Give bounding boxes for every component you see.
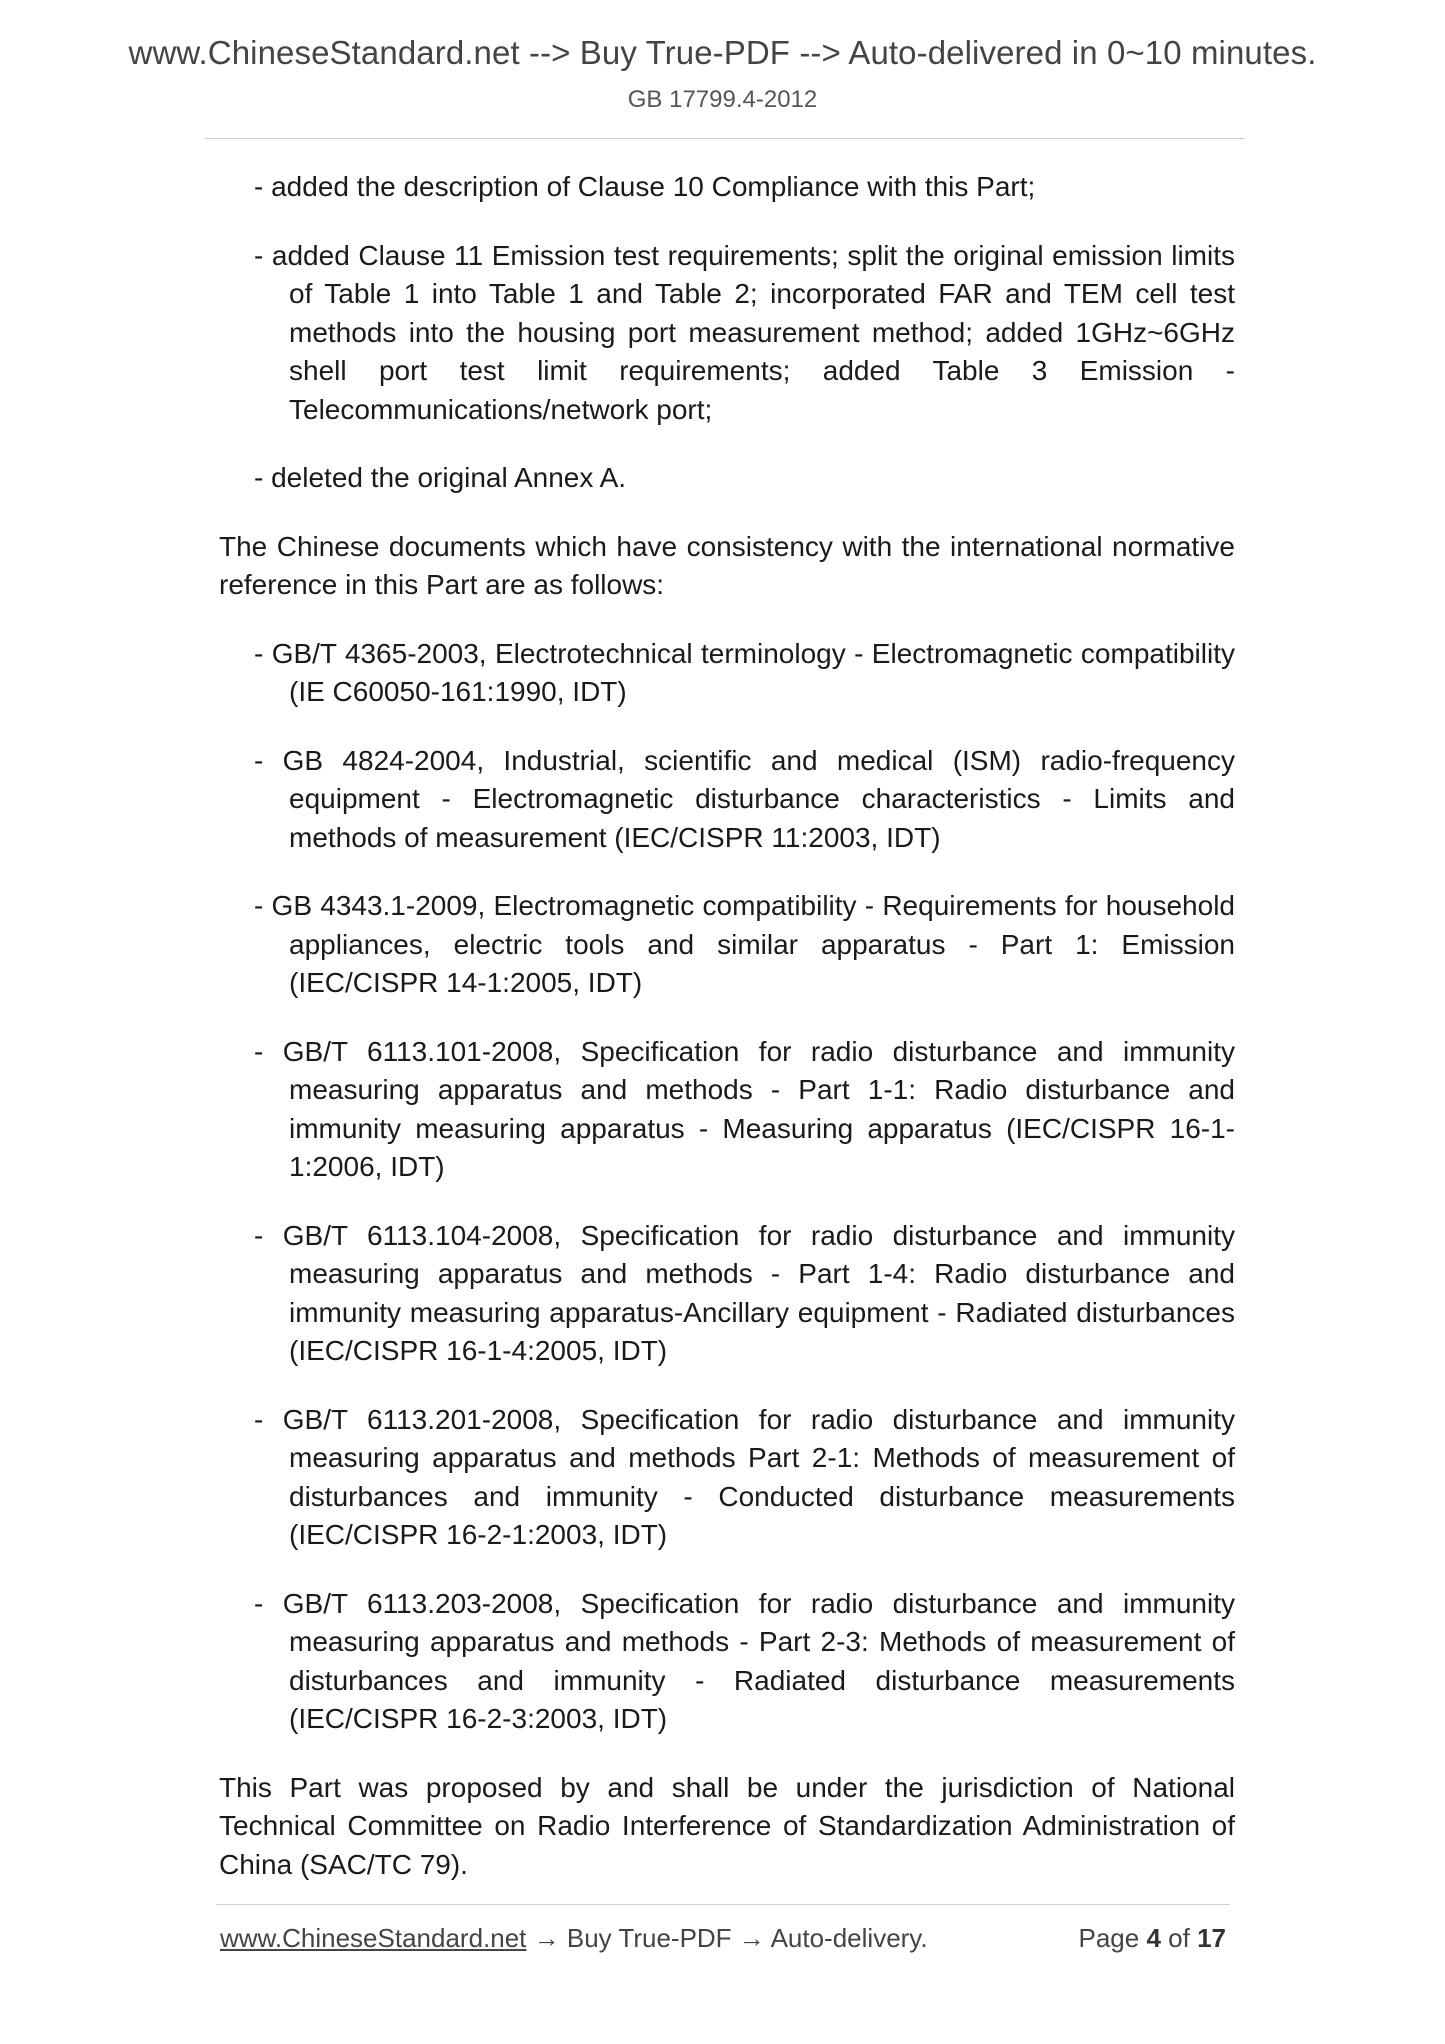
change-item: - deleted the original Annex A. xyxy=(254,462,627,493)
change-item: - added Clause 11 Emission test requirements; split the original emission limits of Table 1 into Table 1 and Table 2; incorporated FAR and TEM cell test methods into the housing port measurement method; added 1GHz~6GHz shell port test limit requirements; added Table 3 Emission - Telecommunications/network port; xyxy=(254,239,1235,425)
reference-item: - GB/T 6113.203-2008, Specification for radio disturbance and immunity measuring apparatus and methods - Part 2-3: Methods of measurement of disturbances and immunity - Radiated disturbance measurements (IEC/CISPR 16-2-3:2003, IDT) xyxy=(254,1587,1235,1734)
footer-left xyxy=(220,1920,928,1956)
footer-website-link[interactable]: www.ChineseStandard.net xyxy=(220,1923,527,1953)
document-number: GB 17799.4-2012 xyxy=(627,86,818,113)
reference-item: - GB/T 6113.201-2008, Specification for radio disturbance and immunity measuring apparatus and methods Part 2-1: Methods of measurement of disturbances and immunity - Conducted disturbance measurements (IEC/CISPR 16-2-1:2003, IDT) xyxy=(254,1403,1235,1550)
reference-item: - GB 4343.1-2009, Electromagnetic compatibility - Requirements for household appliances, electric tools and similar apparatus - Part 1: Emission (IEC/CISPR 14-1:2005, IDT) xyxy=(254,890,1235,998)
change-item: - added the description of Clause 10 Compliance with this Part; xyxy=(254,171,1036,202)
page-indicator xyxy=(1078,1920,1226,1956)
intro-paragraph: The Chinese documents which have consistency with the international normative reference in this Part are as follows: xyxy=(219,530,1235,600)
reference-item: - GB/T 6113.101-2008, Specification for radio disturbance and immunity measuring apparatus and methods - Part 1-1: Radio disturbance and immunity measuring apparatus - Measuring apparatus (IEC/CISPR 16-1-1:2006, IDT) xyxy=(254,1035,1235,1182)
page-header xyxy=(0,30,1445,120)
page-label: Page xyxy=(1078,1923,1140,1953)
page-number: 4 xyxy=(1146,1923,1161,1953)
of-label: of xyxy=(1168,1923,1190,1953)
header-divider xyxy=(205,138,1245,139)
footer-divider xyxy=(216,1904,1230,1905)
reference-item: - GB/T 6113.104-2008, Specification for radio disturbance and immunity measuring apparatus and methods - Part 1-4: Radio disturbance and immunity measuring apparatus-Ancillary equipment - Radiated disturbances (IEC/CISPR 16-1-4:2005, IDT) xyxy=(254,1219,1235,1366)
closing-paragraph: This Part was proposed by and shall be under the jurisdiction of National Technical Committee on Radio Interference of Standardization Administration of China (SAC/TC 79). xyxy=(219,1771,1235,1880)
footer-tagline: → Buy True-PDF → Auto-delivery. xyxy=(526,1923,928,1953)
document-body xyxy=(219,168,1235,1914)
reference-item: - GB 4824-2004, Industrial, scientific and medical (ISM) radio-frequency equipment - Electromagnetic disturbance characteristics - Limits and methods of measurement (IEC/CISPR 11:2003, IDT) xyxy=(254,744,1235,853)
header-banner: www.ChineseStandard.net --> Buy True-PDF --> Auto-delivered in 0~10 minutes. xyxy=(128,34,1317,71)
reference-item: - GB/T 4365-2003, Electrotechnical terminology - Electromagnetic compatibility (IE C60050-161:1990, IDT) xyxy=(254,637,1235,707)
page-total: 17 xyxy=(1197,1923,1226,1953)
